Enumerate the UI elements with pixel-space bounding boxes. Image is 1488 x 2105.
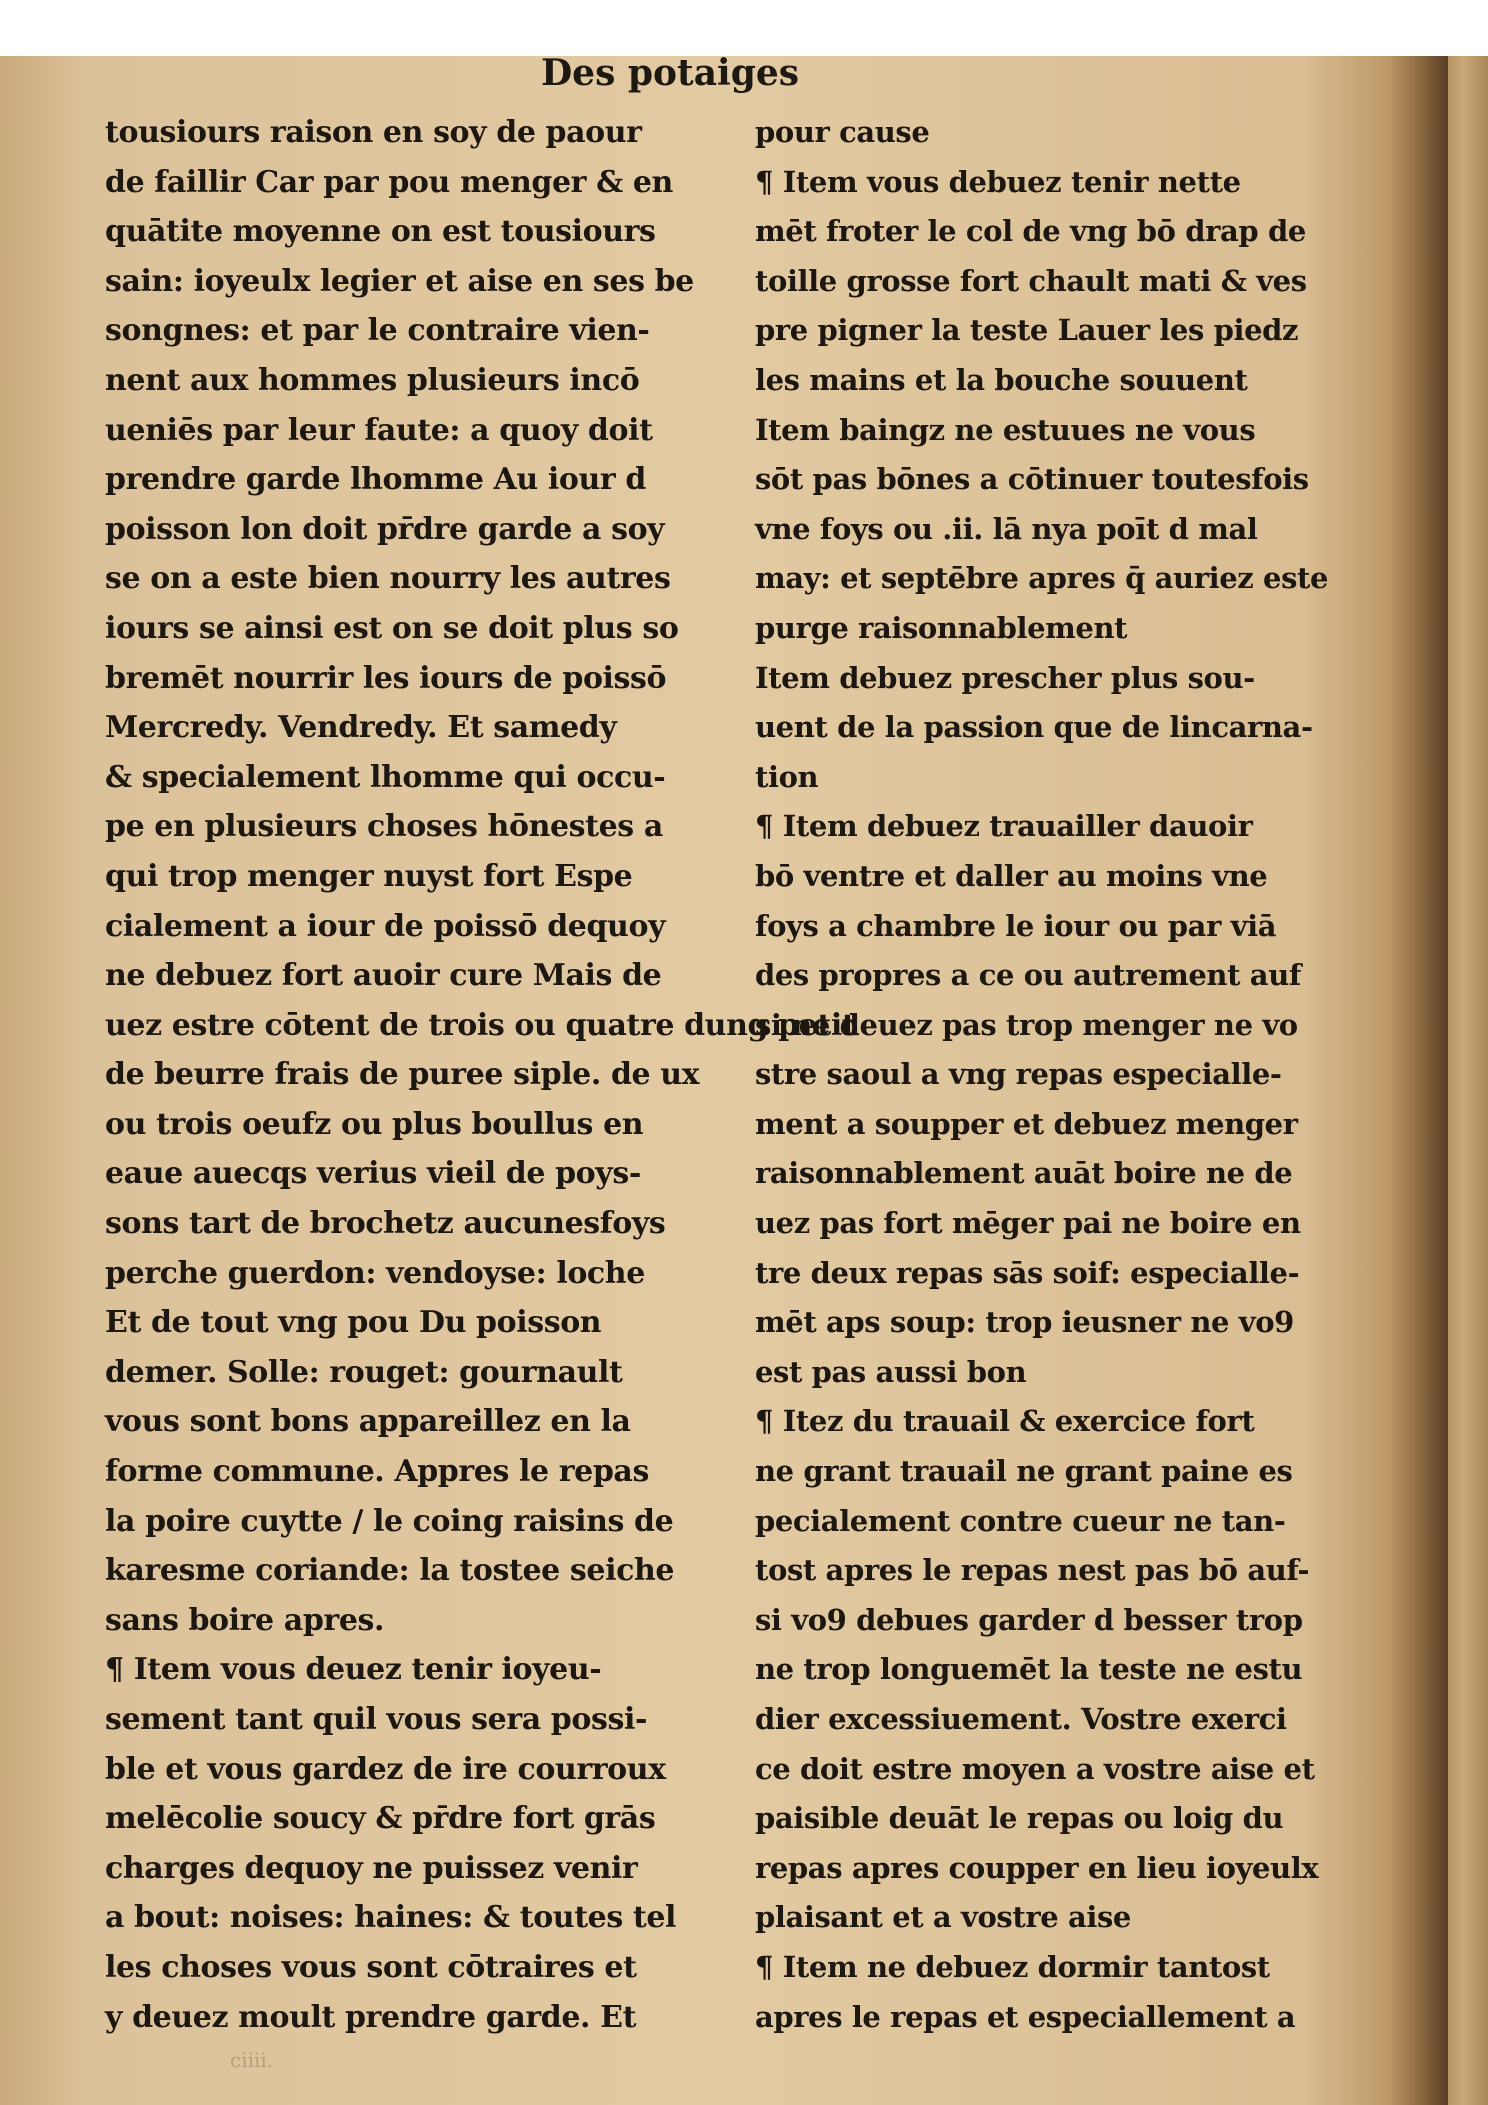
book-edge (1448, 56, 1488, 2105)
text-line: Mercredy. Vendredy. Et samedy (105, 710, 617, 746)
text-line: bō ventre et daller au moins vne (755, 858, 1268, 893)
text-line: dier excessiuement. Vostre exerci (755, 1702, 1287, 1736)
text-line: tre deux repas sās soif: especialle- (755, 1255, 1300, 1290)
text-line: se on a este bien nourry les autres (105, 561, 671, 597)
text-line: pour cause (755, 115, 930, 149)
text-line: toille grosse fort chault mati & ves (755, 263, 1307, 298)
text-line: ¶ Item debuez trauailler dauoir (755, 809, 1253, 844)
text-line: & specialement lhomme qui occu- (105, 759, 666, 795)
signature-mark: ciiii. (230, 2048, 274, 2072)
text-line: vous sont bons appareillez en la (105, 1404, 631, 1440)
text-line: y deuez moult prendre garde. Et (105, 1999, 637, 2035)
text-line: iours se ainsi est on se doit plus so (105, 610, 679, 646)
text-line: nent aux hommes plusieurs incō (105, 362, 640, 398)
text-line: sons tart de brochetz aucunesfoys (105, 1206, 666, 1242)
text-line: ble et vous gardez de ire courroux (105, 1751, 666, 1787)
text-line: prendre garde lhomme Au iour d (105, 462, 646, 498)
text-line: mēt aps soup: trop ieusner ne vo9 (755, 1305, 1294, 1340)
text-line: sement tant quil vous sera possi- (105, 1702, 648, 1737)
text-line: a bout: noises: haines: & toutes tel (105, 1900, 677, 1936)
text-line: qui trop menger nuyst fort Espe (105, 858, 633, 894)
text-line: forme commune. Appres le repas (105, 1454, 649, 1490)
text-line: sain: ioyeulx legier et aise en ses be (105, 263, 694, 299)
text-line: ce doit estre moyen a vostre aise et (755, 1751, 1315, 1786)
running-header: Des potaiges (540, 52, 800, 94)
text-line: karesme coriande: la tostee seiche (105, 1553, 675, 1589)
text-line: de beurre frais de puree siple. de ux (105, 1057, 700, 1093)
text-line: purge raisonnablement (755, 610, 1128, 645)
text-line: stre saoul a vng repas especialle- (755, 1057, 1282, 1092)
text-line: Item debuez prescher plus sou- (755, 660, 1255, 695)
text-line: ne grant trauail ne grant paine es (755, 1454, 1293, 1489)
text-line: foys a chambre le iour ou par viā (755, 908, 1277, 943)
text-line: uent de la passion que de lincarna- (755, 710, 1313, 745)
text-line: raisonnablement auāt boire ne de (755, 1156, 1293, 1191)
text-line: charges dequoy ne puissez venir (105, 1850, 638, 1886)
text-line: vne foys ou .ii. lā nya poīt d mal (755, 511, 1258, 546)
text-line: tion (755, 759, 819, 794)
text-line: les mains et la bouche souuent (755, 362, 1248, 397)
page-gutter-shadow (1388, 56, 1448, 2105)
text-line: quātite moyenne on est tousiours (105, 214, 656, 250)
text-line: tousiours raison en soy de paour (105, 115, 642, 150)
text-line: tost apres le repas nest pas bō auf- (755, 1553, 1310, 1588)
text-line: uez pas fort mēger pai ne boire en (755, 1206, 1301, 1241)
text-line: ¶ Item vous debuez tenir nette (755, 164, 1241, 199)
text-line: la poire cuytte / le coing raisins de (105, 1503, 674, 1539)
text-line: si vo9 debues garder d besser trop (755, 1602, 1303, 1637)
text-line: sōt pas bōnes a cōtinuer toutesfois (755, 462, 1309, 497)
text-line: paisible deuāt le repas ou loig du (755, 1801, 1284, 1836)
text-line: ¶ Itez du trauail & exercice fort (755, 1404, 1255, 1439)
text-line: sans boire apres. (105, 1602, 385, 1638)
text-line: demer. Solle: rouget: gournault (105, 1354, 623, 1390)
text-line: ne trop longuemēt la teste ne estu (755, 1652, 1303, 1687)
text-line: ou trois oeufz ou plus boullus en (105, 1106, 644, 1142)
text-line: repas apres coupper en lieu ioyeulx (755, 1850, 1319, 1885)
right-text-column (755, 108, 1345, 2042)
text-line: songnes: et par le contraire vien- (105, 313, 650, 349)
text-line: est pas aussi bon (755, 1354, 1027, 1389)
text-line: eaue auecqs verius vieil de poys- (105, 1156, 641, 1192)
text-line: pecialement contre cueur ne tan- (755, 1503, 1286, 1538)
text-line: ¶ Item vous deuez tenir ioyeu- (105, 1652, 602, 1688)
text-line: cialement a iour de poissō dequoy (105, 908, 666, 944)
text-line: plaisant et a vostre aise (755, 1900, 1131, 1935)
text-line: perche guerdon: vendoyse: loche (105, 1255, 645, 1291)
text-line: ment a soupper et debuez menger (755, 1106, 1298, 1141)
text-line: les choses vous sont cōtraires et (105, 1949, 637, 1985)
text-line: pe en plusieurs choses hōnestes a (105, 809, 663, 845)
text-line: des propres a ce ou autrement auf (755, 958, 1301, 993)
text-line: ne debuez fort auoir cure Mais de (105, 958, 662, 994)
text-line: may: et septēbre apres q̄ auriez este (755, 561, 1329, 596)
text-line: pre pigner la teste Lauer les piedz (755, 313, 1299, 348)
text-line: mēt froter le col de vng bō drap de (755, 214, 1306, 249)
text-line: uez estre cōtent de trois ou quatre dung petit (105, 1007, 856, 1043)
text-line: si ne deuez pas trop menger ne vo (755, 1007, 1298, 1042)
text-line: Item baingz ne estuues ne vous (755, 412, 1256, 447)
text-line: ¶ Item ne debuez dormir tantost (755, 1949, 1270, 1984)
text-line: de faillir Car par pou menger & en (105, 164, 673, 200)
text-line: ueniēs par leur faute: a quoy doit (105, 412, 653, 448)
text-line: poisson lon doit pr̄dre garde a soy (105, 511, 665, 547)
text-line: Et de tout vng pou Du poisson (105, 1305, 602, 1341)
text-line: apres le repas et especiallement a (755, 1999, 1296, 2034)
text-line: bremēt nourrir les iours de poissō (105, 660, 667, 696)
text-line: melēcolie soucy & pr̄dre fort grās (105, 1801, 656, 1837)
